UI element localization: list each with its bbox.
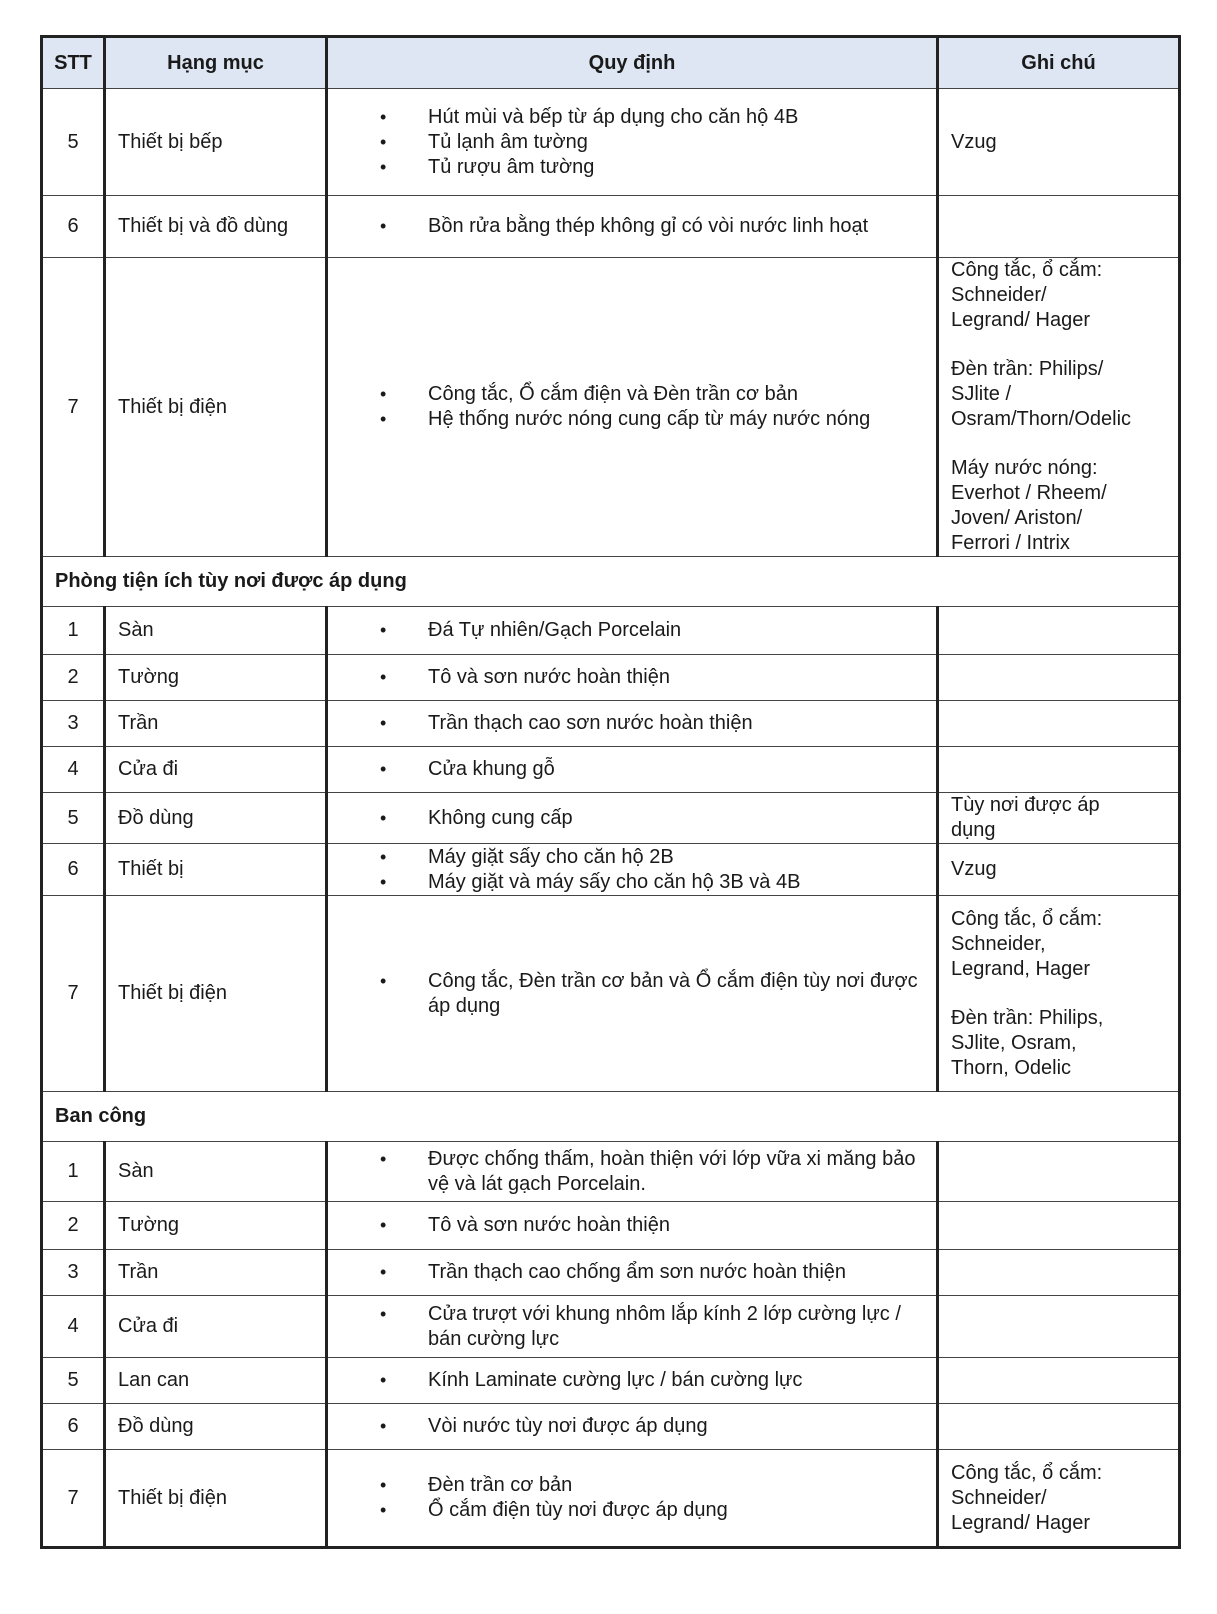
row-note	[938, 1142, 1180, 1202]
section-header-row	[42, 1092, 1180, 1142]
rules-list	[428, 1213, 926, 1238]
rules-list	[428, 1302, 926, 1352]
row-rules	[327, 1404, 938, 1450]
row-note	[938, 89, 1180, 196]
section-title: Phòng tiện ích tùy nơi được áp dụng	[42, 557, 1180, 607]
row-note	[938, 747, 1180, 793]
row-item: Cửa đi	[105, 1296, 327, 1358]
specification-table	[40, 35, 1181, 1549]
note-line: Ferrori / Intrix	[951, 532, 1070, 554]
row-item: Thiết bị	[105, 844, 327, 896]
row-rules	[327, 1202, 938, 1250]
row-stt: 2	[42, 1202, 105, 1250]
rules-list	[428, 1414, 926, 1439]
row-stt: 5	[42, 89, 105, 196]
rule-item: • Cửa khung gỗ	[428, 757, 926, 782]
row-stt: 7	[42, 896, 105, 1092]
row-stt: 4	[42, 747, 105, 793]
row-stt: 1	[42, 607, 105, 655]
row-rules	[327, 196, 938, 258]
table-row	[42, 196, 1180, 258]
row-item: Trần	[105, 1250, 327, 1296]
section-header-row	[42, 557, 1180, 607]
row-item: Thiết bị điện	[105, 258, 327, 557]
row-note	[938, 1358, 1180, 1404]
rule-item: • Máy giặt và máy sấy cho căn hộ 3B và 4B	[428, 870, 926, 895]
row-item: Đồ dùng	[105, 793, 327, 844]
rule-item: • Được chống thấm, hoàn thiện với lớp vữa xi măng bảo vệ và lát gạch Porcelain.	[428, 1147, 926, 1197]
row-stt: 3	[42, 1250, 105, 1296]
note-line: Máy nước nóng:	[951, 457, 1098, 479]
row-rules	[327, 747, 938, 793]
row-rules	[327, 607, 938, 655]
note-line	[951, 333, 1174, 357]
rule-item: • Tủ rượu âm tường	[428, 155, 926, 180]
row-note	[938, 1202, 1180, 1250]
rule-item: • Hút mùi và bếp từ áp dụng cho căn hộ 4B	[428, 105, 926, 130]
row-note	[938, 1404, 1180, 1450]
row-stt: 7	[42, 1450, 105, 1548]
table-row	[42, 607, 1180, 655]
rules-list	[428, 969, 926, 1019]
note-line: dụng	[951, 819, 996, 841]
row-rules	[327, 701, 938, 747]
row-stt: 6	[42, 196, 105, 258]
row-note	[938, 1250, 1180, 1296]
row-item: Trần	[105, 701, 327, 747]
note-line: Schneider/	[951, 1486, 1047, 1509]
note-line: Công tắc, ổ cắm:	[951, 259, 1103, 281]
row-item: Tường	[105, 655, 327, 701]
row-rules	[327, 655, 938, 701]
rules-list	[428, 757, 926, 782]
rules-list	[428, 711, 926, 736]
table-row	[42, 793, 1180, 844]
note-line: Vzug	[951, 130, 997, 153]
rules-list	[428, 1473, 926, 1523]
rule-item: • Máy giặt sấy cho căn hộ 2B	[428, 845, 926, 870]
table-row	[42, 258, 1180, 557]
note-line: SJlite /	[951, 383, 1012, 405]
row-item: Thiết bị điện	[105, 896, 327, 1092]
note-line: Schneider,	[951, 932, 1046, 955]
note-line	[951, 982, 1174, 1006]
header-stt: STT	[42, 37, 105, 89]
table-row	[42, 1358, 1180, 1404]
row-item: Đồ dùng	[105, 1404, 327, 1450]
section-title: Ban công	[42, 1092, 1180, 1142]
rules-list	[428, 1147, 926, 1197]
note-line: Thorn, Odelic	[951, 1056, 1072, 1079]
row-rules	[327, 1358, 938, 1404]
note-line: Tùy nơi được áp	[951, 794, 1100, 816]
rule-item: • Kính Laminate cường lực / bán cường lực	[428, 1368, 926, 1393]
note-line: Đèn trần: Philips,	[951, 1006, 1104, 1029]
row-stt: 6	[42, 844, 105, 896]
note-line: Osram/Thorn/Odelic	[951, 408, 1132, 430]
rules-list	[428, 665, 926, 690]
row-stt: 5	[42, 793, 105, 844]
row-note	[938, 701, 1180, 747]
rule-item: • Công tắc, Ổ cắm điện và Đèn trần cơ bản	[428, 382, 926, 407]
rule-item: • Trần thạch cao chống ẩm sơn nước hoàn thiện	[428, 1260, 926, 1285]
row-item: Thiết bị bếp	[105, 89, 327, 196]
note-line: Vzug	[951, 858, 997, 880]
header-rules: Quy định	[327, 37, 938, 89]
row-note	[938, 655, 1180, 701]
rules-list	[428, 105, 926, 180]
rule-item: • Công tắc, Đèn trần cơ bản và Ổ cắm điện tùy nơi được áp dụng	[428, 969, 926, 1019]
table-row	[42, 1250, 1180, 1296]
note-line: Schneider/	[951, 284, 1047, 306]
rule-item: • Tủ lạnh âm tường	[428, 130, 926, 155]
row-note	[938, 1296, 1180, 1358]
table-row	[42, 844, 1180, 896]
row-item: Thiết bị và đồ dùng	[105, 196, 327, 258]
rule-item: • Hệ thống nước nóng cung cấp từ máy nước nóng	[428, 407, 926, 432]
table-row	[42, 747, 1180, 793]
rule-item: • Trần thạch cao sơn nước hoàn thiện	[428, 711, 926, 736]
row-note	[938, 1450, 1180, 1548]
rules-list	[428, 382, 926, 432]
row-note	[938, 844, 1180, 896]
note-line: Joven/ Ariston/	[951, 507, 1083, 529]
table-row	[42, 89, 1180, 196]
rules-list	[428, 806, 926, 831]
row-rules	[327, 1142, 938, 1202]
note-line: Legrand, Hager	[951, 957, 1090, 980]
row-rules	[327, 1250, 938, 1296]
note-line: Everhot / Rheem/	[951, 482, 1107, 504]
row-stt: 3	[42, 701, 105, 747]
row-item: Thiết bị điện	[105, 1450, 327, 1548]
note-line: Công tắc, ổ cắm:	[951, 907, 1103, 930]
note-line: Legrand/ Hager	[951, 309, 1090, 331]
row-note	[938, 793, 1180, 844]
rule-item: • Không cung cấp	[428, 806, 926, 831]
header-item: Hạng mục	[105, 37, 327, 89]
row-rules	[327, 896, 938, 1092]
row-stt: 7	[42, 258, 105, 557]
row-item: Sàn	[105, 607, 327, 655]
row-stt: 2	[42, 655, 105, 701]
row-rules	[327, 1450, 938, 1548]
row-stt: 5	[42, 1358, 105, 1404]
note-line: Legrand/ Hager	[951, 1511, 1090, 1534]
note-line: Công tắc, ổ cắm:	[951, 1461, 1103, 1484]
row-item: Sàn	[105, 1142, 327, 1202]
row-note	[938, 896, 1180, 1092]
table-row	[42, 1404, 1180, 1450]
table-row	[42, 1142, 1180, 1202]
row-stt: 4	[42, 1296, 105, 1358]
rules-list	[428, 1368, 926, 1393]
note-line: Đèn trần: Philips/	[951, 358, 1104, 380]
rule-item: • Tô và sơn nước hoàn thiện	[428, 665, 926, 690]
row-stt: 1	[42, 1142, 105, 1202]
note-line	[951, 432, 1174, 456]
table-row	[42, 896, 1180, 1092]
rules-list	[428, 618, 926, 643]
rule-item: • Tô và sơn nước hoàn thiện	[428, 1213, 926, 1238]
table-row	[42, 655, 1180, 701]
row-note	[938, 607, 1180, 655]
row-rules	[327, 844, 938, 896]
row-stt: 6	[42, 1404, 105, 1450]
rules-list	[428, 1260, 926, 1285]
table-row	[42, 1450, 1180, 1548]
row-item: Tường	[105, 1202, 327, 1250]
rules-list	[428, 845, 926, 895]
row-note	[938, 258, 1180, 557]
rule-item: • Ổ cắm điện tùy nơi được áp dụng	[428, 1498, 926, 1523]
rule-item: • Đá Tự nhiên/Gạch Porcelain	[428, 618, 926, 643]
rule-item: • Vòi nước tùy nơi được áp dụng	[428, 1414, 926, 1439]
header-note: Ghi chú	[938, 37, 1180, 89]
table-body	[42, 89, 1180, 1548]
table-row	[42, 1202, 1180, 1250]
row-item: Lan can	[105, 1358, 327, 1404]
row-item: Cửa đi	[105, 747, 327, 793]
table-row	[42, 701, 1180, 747]
table-row	[42, 1296, 1180, 1358]
row-rules	[327, 793, 938, 844]
rule-item: • Cửa trượt với khung nhôm lắp kính 2 lớp cường lực / bán cường lực	[428, 1302, 926, 1352]
note-line: SJlite, Osram,	[951, 1031, 1077, 1054]
row-rules	[327, 89, 938, 196]
rules-list	[428, 214, 926, 239]
table-header-row	[42, 37, 1180, 89]
row-rules	[327, 1296, 938, 1358]
rule-item: • Đèn trần cơ bản	[428, 1473, 926, 1498]
row-note	[938, 196, 1180, 258]
row-rules	[327, 258, 938, 557]
rule-item: • Bồn rửa bằng thép không gỉ có vòi nước linh hoạt	[428, 214, 926, 239]
